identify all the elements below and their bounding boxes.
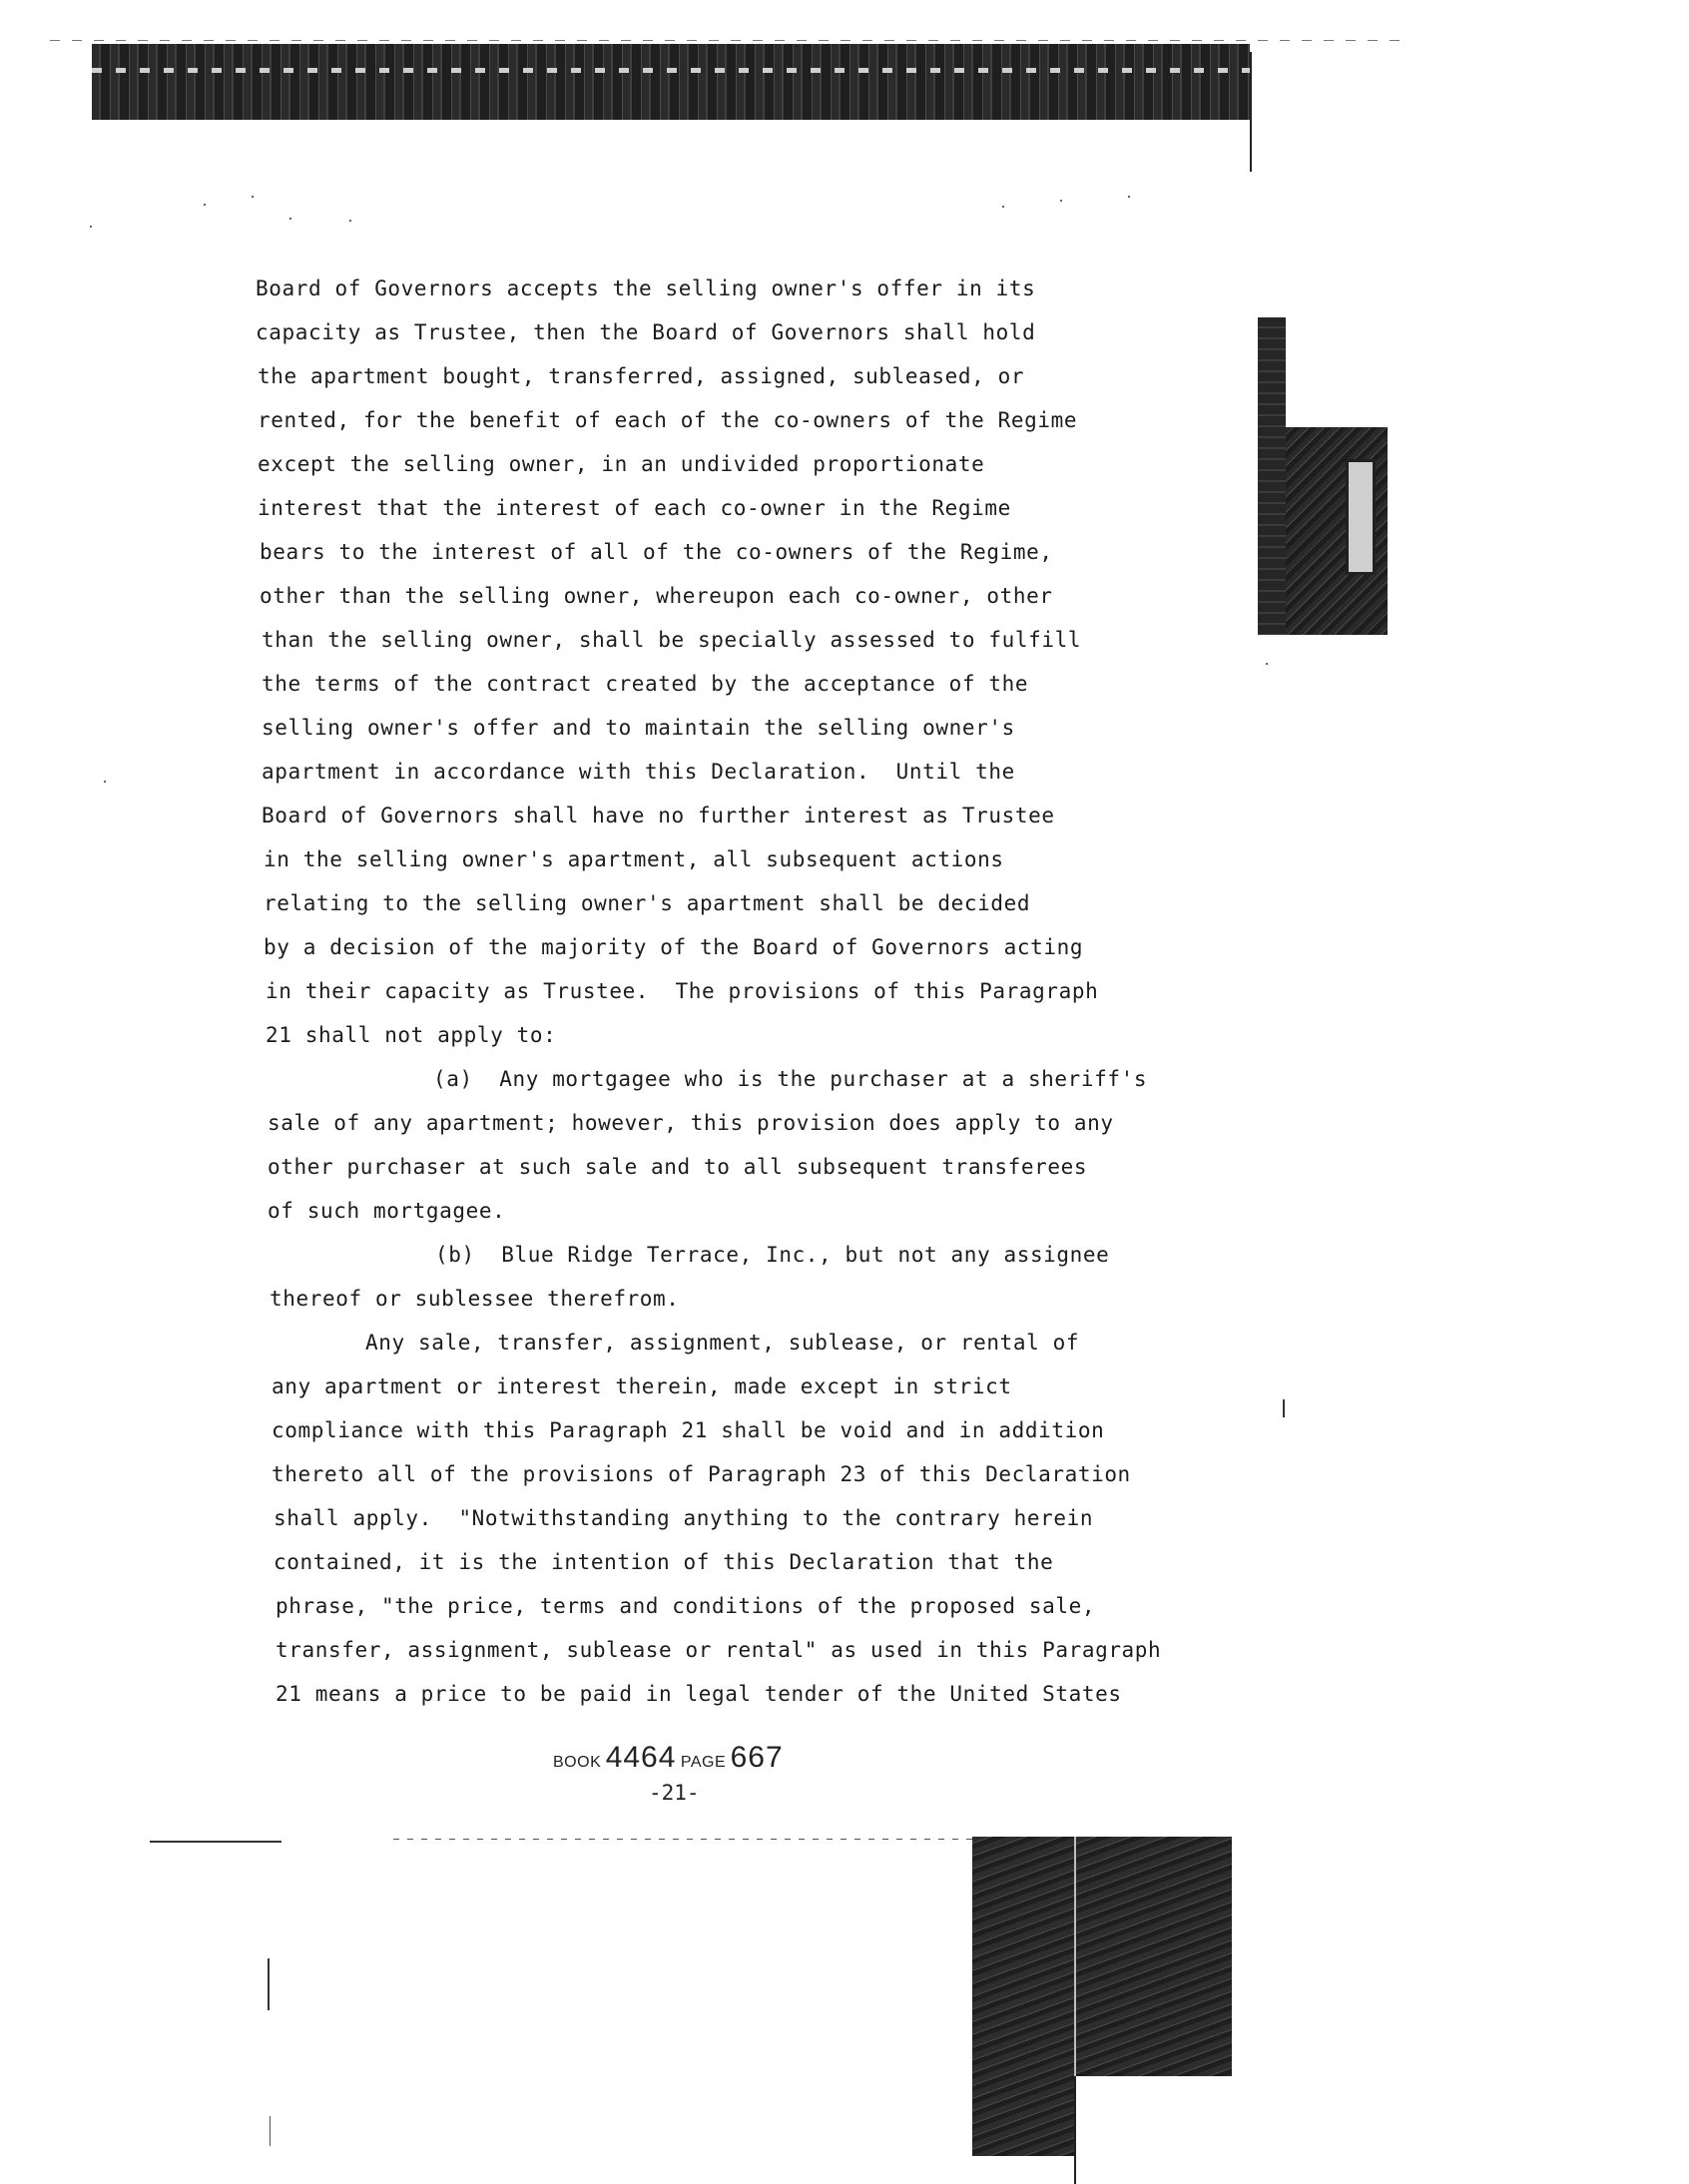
- text-line: by a decision of the majority of the Board of Governors acting: [264, 935, 1084, 959]
- text-line: interest that the interest of each co-owner in the Regime: [258, 496, 1011, 520]
- scan-speck: [252, 196, 254, 198]
- text-line: relating to the selling owner's apartment shall be decided: [264, 891, 1031, 915]
- text-line: sale of any apartment; however, this provision does apply to any: [268, 1111, 1114, 1135]
- scan-speck: [104, 781, 106, 783]
- text-line-subparagraph: (b) Blue Ridge Terrace, Inc., but not any assignee: [435, 1243, 1110, 1267]
- scan-speck: [349, 220, 351, 222]
- text-line: other than the selling owner, whereupon each co-owner, other: [260, 584, 1053, 608]
- text-line: 21 means a price to be paid in legal tender of the United States: [276, 1682, 1122, 1706]
- text-line: Board of Governors shall have no further interest as Trustee: [262, 804, 1055, 827]
- text-line: shall apply. "Notwithstanding anything to the contrary herein: [274, 1506, 1094, 1530]
- scan-speck: [1266, 663, 1268, 665]
- page-number: -21-: [649, 1781, 700, 1805]
- scan-speck: [1002, 206, 1004, 208]
- scan-artifact-dashes: [50, 40, 1408, 41]
- text-line: the apartment bought, transferred, assigned, subleased, or: [258, 364, 1025, 388]
- text-line: Board of Governors accepts the selling owner's offer in its: [256, 276, 1036, 300]
- scan-speck: [1060, 200, 1062, 202]
- page-label: PAGE: [680, 1754, 727, 1771]
- text-line: in their capacity as Trustee. The provisions of this Paragraph: [266, 979, 1099, 1003]
- scan-artifact-tick-2: [270, 2116, 271, 2146]
- scan-artifact-notch: [1346, 459, 1376, 575]
- text-line: rented, for the benefit of each of the co-owners of the Regime: [258, 408, 1078, 432]
- text-line: 21 shall not apply to:: [266, 1023, 557, 1047]
- book-number: 4464: [605, 1741, 677, 1774]
- text-line: any apartment or interest therein, made except in strict: [272, 1374, 1012, 1398]
- scan-artifact-rule-dashed: [393, 1839, 972, 1840]
- text-line: than the selling owner, shall be specially assessed to fulfill: [262, 628, 1082, 652]
- scan-artifact-mark: [1283, 1399, 1285, 1417]
- text-line: other purchaser at such sale and to all subsequent transferees: [268, 1155, 1088, 1179]
- text-line: in the selling owner's apartment, all subsequent actions: [264, 847, 1004, 871]
- text-line: compliance with this Paragraph 21 shall be void and in addition: [272, 1418, 1105, 1442]
- scan-speck: [204, 204, 206, 206]
- text-line: of such mortgagee.: [268, 1199, 506, 1223]
- scan-artifact-tick: [268, 1958, 270, 2010]
- text-line: thereof or sublessee therefrom.: [270, 1287, 680, 1311]
- text-line: contained, it is the intention of this Declaration that the: [274, 1550, 1054, 1574]
- scan-speck: [1128, 196, 1130, 198]
- book-label: BOOK: [553, 1754, 602, 1771]
- text-line: transfer, assignment, sublease or rental" as used in this Paragraph: [276, 1638, 1162, 1662]
- text-line-subparagraph: (a) Any mortgagee who is the purchaser at a sheriff's: [433, 1067, 1148, 1091]
- scan-artifact-divider: [1074, 1837, 1076, 2076]
- text-line: selling owner's offer and to maintain the selling owner's: [262, 716, 1015, 740]
- text-line: thereto all of the provisions of Paragraph 23 of this Declaration: [272, 1462, 1131, 1486]
- text-line: phrase, "the price, terms and conditions of the proposed sale,: [276, 1594, 1096, 1618]
- text-line: capacity as Trustee, then the Board of Governors shall hold: [256, 320, 1036, 344]
- scan-artifact-line: [1250, 52, 1252, 172]
- scan-artifact-top-bar: [92, 44, 1250, 120]
- text-line: the terms of the contract created by the acceptance of the: [262, 672, 1029, 696]
- text-line: apartment in accordance with this Declaration. Until the: [262, 760, 1015, 784]
- text-line: bears to the interest of all of the co-owners of the Regime,: [260, 540, 1053, 564]
- scan-artifact-rule: [150, 1841, 282, 1843]
- text-line-indented: Any sale, transfer, assignment, sublease, or rental of: [365, 1331, 1080, 1355]
- scan-artifact-gap: [1074, 2076, 1232, 2184]
- recording-stamp: [553, 1741, 784, 1775]
- scan-artifact-right-block: [1258, 317, 1286, 635]
- page-ref: 667: [730, 1741, 784, 1774]
- text-line: except the selling owner, in an undivided proportionate: [258, 452, 985, 476]
- scan-speck: [90, 226, 92, 228]
- scan-speck: [289, 218, 291, 220]
